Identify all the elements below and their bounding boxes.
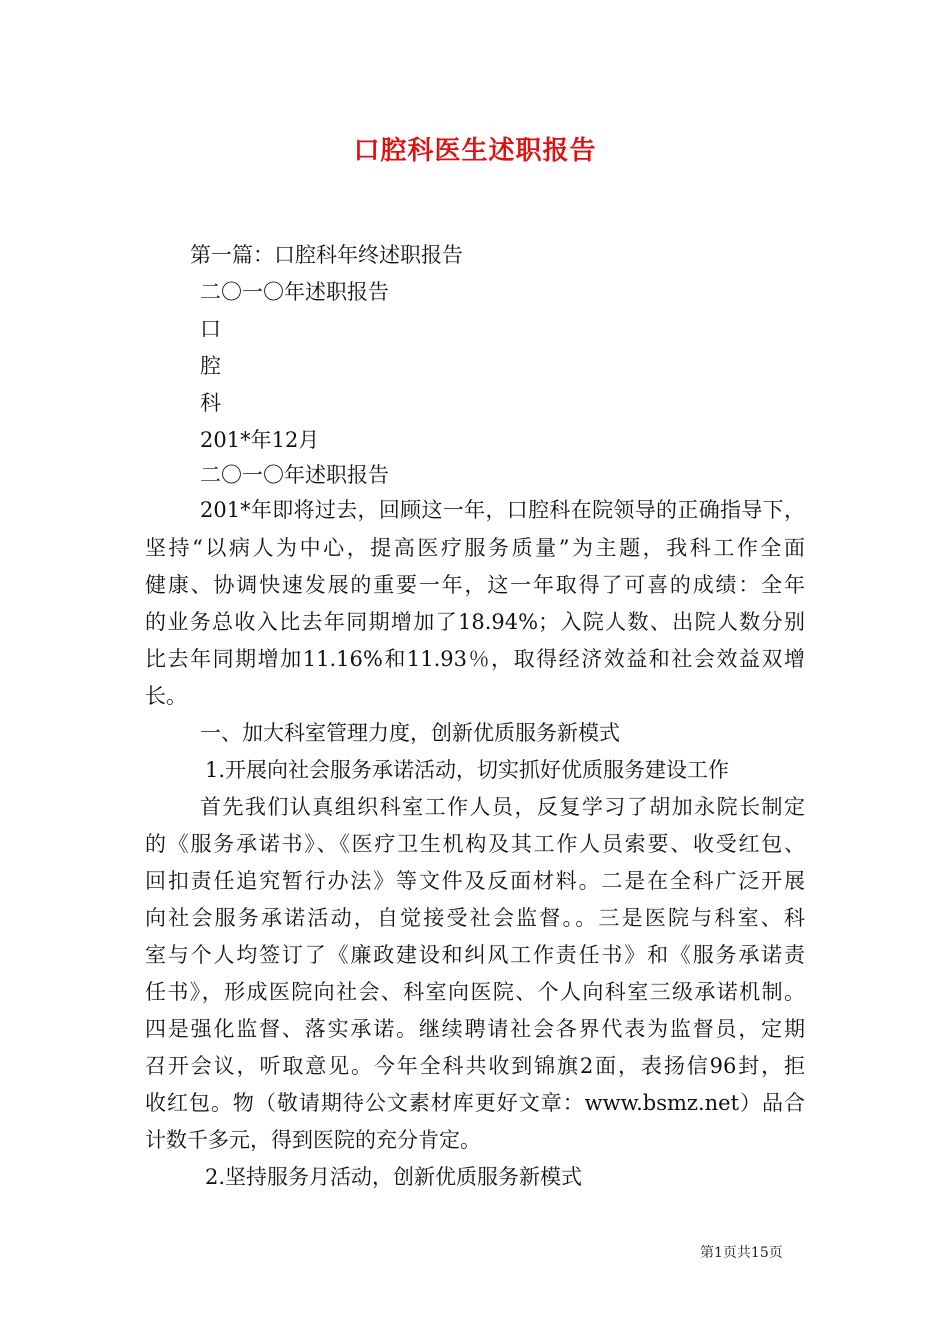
paragraph-line: 的《服务承诺书》、《医疗卫生机构及其工作人员索要、收受红包、 <box>145 832 805 856</box>
paragraph-line-last: 计数千多元，得到医院的充分肯定。 <box>145 1128 481 1152</box>
paragraph-line: 任书》，形成医院向社会、科室向医院、个人向科室三级承诺机制。 <box>145 980 805 1004</box>
section-heading-1: 一、加大科室管理力度，创新优质服务新模式 <box>200 721 620 745</box>
paragraph-line-last: 长。 <box>145 684 187 708</box>
cover-char-3: 科 <box>200 391 221 415</box>
cover-char-2: 腔 <box>200 354 221 378</box>
paragraph-line: 首先我们认真组织科室工作人员，反复学习了胡加永院长制定 <box>200 795 805 819</box>
paragraph-line: 的业务总收入比去年同期增加了18.94%；入院人数、出院人数分别 <box>145 610 805 634</box>
chapter-heading: 第一篇：口腔科年终述职报告 <box>190 243 463 267</box>
paragraph-line: 201*年即将过去，回顾这一年，口腔科在院领导的正确指导下， <box>200 498 805 522</box>
paragraph-line: 室与个人均签订了《廉政建设和纠风工作责任书》和《服务承诺责 <box>145 943 805 967</box>
paragraph-line: 坚持“以病人为中心，提高医疗服务质量”为主题，我科工作全面 <box>145 536 805 560</box>
paragraph-line: 召开会议，听取意见。今年全科共收到锦旗2面，表扬信96封，拒 <box>145 1054 805 1078</box>
report-subtitle: 二〇一〇年述职报告 <box>200 280 389 304</box>
subsection-heading-2: 2.坚持服务月活动，创新优质服务新模式 <box>205 1165 583 1189</box>
paragraph-line: 收红包。物（敬请期待公文素材库更好文章：www.bsmz.net）品合 <box>145 1091 805 1115</box>
paragraph-line: 四是强化监督、落实承诺。继续聘请社会各界代表为监督员，定期 <box>145 1017 805 1041</box>
paragraph-line: 比去年同期增加11.16%和11.93％，取得经济效益和社会效益双增 <box>145 647 805 671</box>
paragraph-line: 健康、协调快速发展的重要一年，这一年取得了可喜的成绩：全年 <box>145 573 805 597</box>
cover-char-1: 口 <box>200 317 221 341</box>
subsection-heading-1: 1.开展向社会服务承诺活动，切实抓好优质服务建设工作 <box>205 758 730 782</box>
cover-date: 201*年12月 <box>200 428 320 452</box>
paragraph-line: 向社会服务承诺活动，自觉接受社会监督。。三是医院与科室、科 <box>145 906 805 930</box>
paragraph-line: 回扣责任追究暂行办法》等文件及反面材料。二是在全科广泛开展 <box>145 869 805 893</box>
report-subtitle-repeat: 二〇一〇年述职报告 <box>200 463 389 487</box>
document-title: 口腔科医生述职报告 <box>353 136 597 166</box>
page-number-footer: 第1页共15页 <box>700 1245 783 1261</box>
